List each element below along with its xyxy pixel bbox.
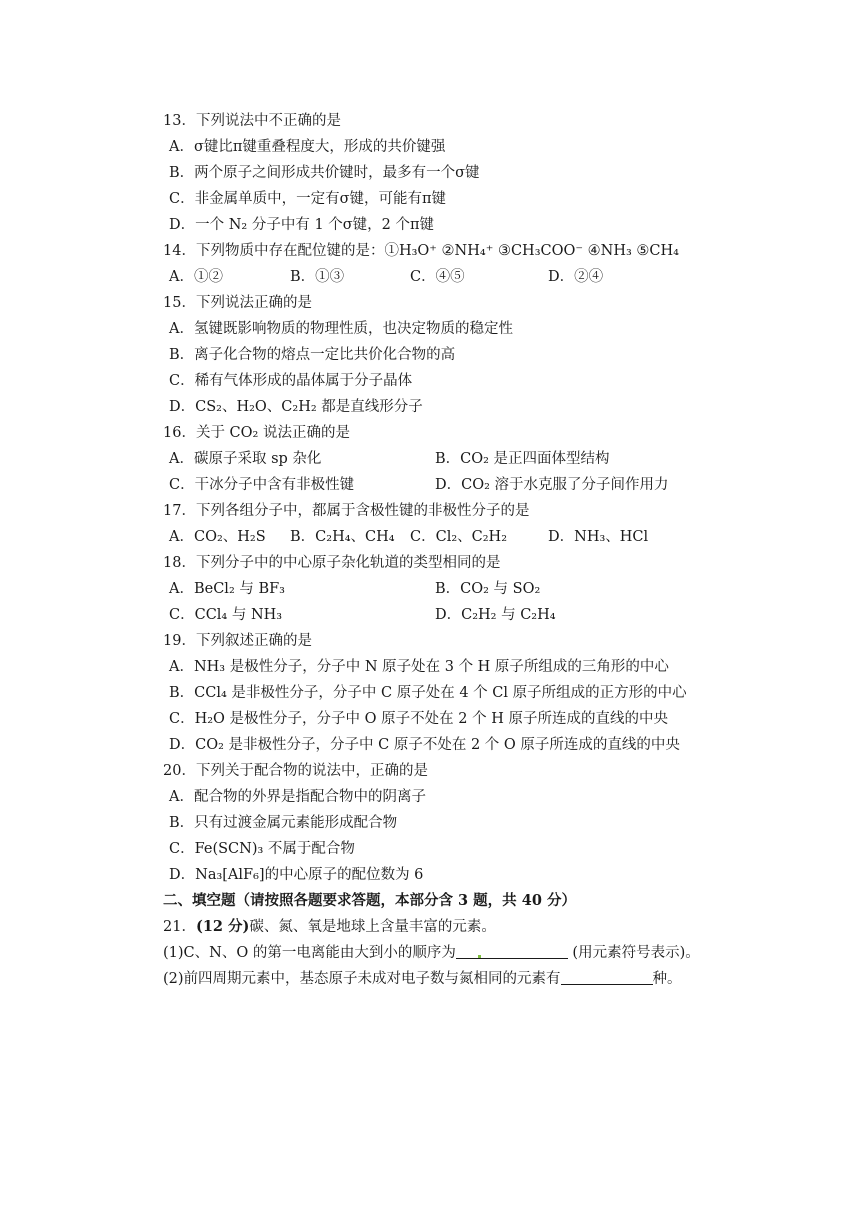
option-line: C．Fe(SCN)₃ 不属于配合物: [169, 841, 355, 857]
q21-part1-suffix: (用元素符号表示)。: [567, 945, 700, 961]
section-heading: 二、填空题（请按照各题要求答题，本部分含 3 题，共 40 分）: [163, 892, 576, 909]
option-choice: B．CO₂ 与 SO₂: [435, 581, 541, 597]
q21-title: [163, 914, 763, 940]
question-stem: 13．下列说法中不正确的是: [163, 113, 341, 129]
option-line: [163, 576, 763, 602]
option-line: [163, 446, 763, 472]
q21-part2-suffix: 种。: [652, 971, 682, 987]
option-choice: D．C₂H₂ 与 C₂H₄: [435, 607, 556, 623]
option-line: B．离子化合物的熔点一定比共价化合物的高: [169, 347, 456, 363]
option-choice: A．CO₂、H₂S: [169, 529, 266, 545]
option-line: [163, 602, 763, 628]
option-choice: B．①③: [290, 269, 345, 285]
question-stem: 19．下列叙述正确的是: [163, 633, 312, 649]
option-line: B．CCl₄ 是非极性分子，分子中 C 原子处在 4 个 Cl 原子所组成的正方形的中心: [169, 685, 687, 701]
question-stem: 14．下列物质中存在配位键的是：①H₃O⁺ ②NH₄⁺ ③CH₃COO⁻ ④NH₃ ⑤CH₄: [163, 243, 679, 259]
option-line: A．氢键既影响物质的物理性质，也决定物质的稳定性: [169, 321, 513, 337]
answer-blank-2[interactable]: [561, 966, 653, 985]
question-lines: [163, 108, 763, 914]
q21-part1-prompt: (1)C、N、O 的第一电离能由大到小的顺序为: [163, 945, 456, 961]
option-choice: A．碳原子采取 sp 杂化: [169, 451, 322, 467]
question-stem: 15．下列说法正确的是: [163, 295, 312, 311]
question-stem: 17．下列各组分子中，都属于含极性键的非极性分子的是: [163, 503, 530, 519]
q21-part2: [163, 966, 763, 992]
option-line: A．σ键比π键重叠程度大，形成的共价键强: [169, 139, 446, 155]
q21-part1: [163, 940, 763, 966]
option-line: [163, 264, 763, 290]
option-choice: A．①②: [169, 269, 223, 285]
option-line: C．稀有气体形成的晶体属于分子晶体: [169, 373, 413, 389]
option-choice: A．BeCl₂ 与 BF₃: [169, 581, 285, 597]
option-line: D．CS₂、H₂O、C₂H₂ 都是直线形分子: [169, 399, 423, 415]
option-choice: D．CO₂ 溶于水克服了分子间作用力: [435, 477, 669, 493]
question-stem: 16．关于 CO₂ 说法正确的是: [163, 425, 350, 441]
option-line: D．Na₃[AlF₆]的中心原子的配位数为 6: [169, 867, 424, 883]
option-line: [163, 472, 763, 498]
option-choice: D．②④: [548, 269, 604, 285]
question-stem: 18．下列分子中的中心原子杂化轨道的类型相同的是: [163, 555, 501, 571]
option-choice: B．CO₂ 是正四面体型结构: [435, 451, 610, 467]
green-dot-mark: [478, 955, 481, 958]
q21-score: (12 分): [195, 918, 250, 935]
q21-part2-prompt: (2)前四周期元素中，基态原子未成对电子数与氮相同的元素有: [163, 971, 561, 987]
option-line: [163, 524, 763, 550]
option-choice: C．干冰分子中含有非极性键: [169, 477, 355, 493]
question-stem: 20．下列关于配合物的说法中，正确的是: [163, 763, 428, 779]
option-line: C．非金属单质中，一定有σ键，可能有π键: [169, 191, 447, 207]
option-choice: C．CCl₄ 与 NH₃: [169, 607, 283, 623]
option-line: B．只有过渡金属元素能形成配合物: [169, 815, 398, 831]
option-line: A．配合物的外界是指配合物中的阴离子: [169, 789, 426, 805]
option-line: D．一个 N₂ 分子中有 1 个σ键，2 个π键: [169, 217, 435, 233]
option-line: C．H₂O 是极性分子，分子中 O 原子不处在 2 个 H 原子所连成的直线的中央: [169, 711, 668, 727]
q21-number: 21．: [163, 919, 196, 935]
option-choice: B．C₂H₄、CH₄: [290, 529, 395, 545]
answer-blank-1[interactable]: [456, 940, 568, 959]
option-choice: D．NH₃、HCl: [548, 529, 649, 545]
option-line: D．CO₂ 是非极性分子，分子中 C 原子不处在 2 个 O 原子所连成的直线的中央: [169, 737, 680, 753]
option-line: A．NH₃ 是极性分子，分子中 N 原子处在 3 个 H 原子所组成的三角形的中心: [169, 659, 669, 675]
q21-stem: 碳、氮、氧是地球上含量丰富的元素。: [249, 919, 496, 935]
option-choice: C．④⑤: [410, 269, 465, 285]
option-choice: C．Cl₂、C₂H₂: [410, 529, 508, 545]
exam-page: [163, 108, 763, 992]
option-line: B．两个原子之间形成共价键时，最多有一个σ键: [169, 165, 480, 181]
